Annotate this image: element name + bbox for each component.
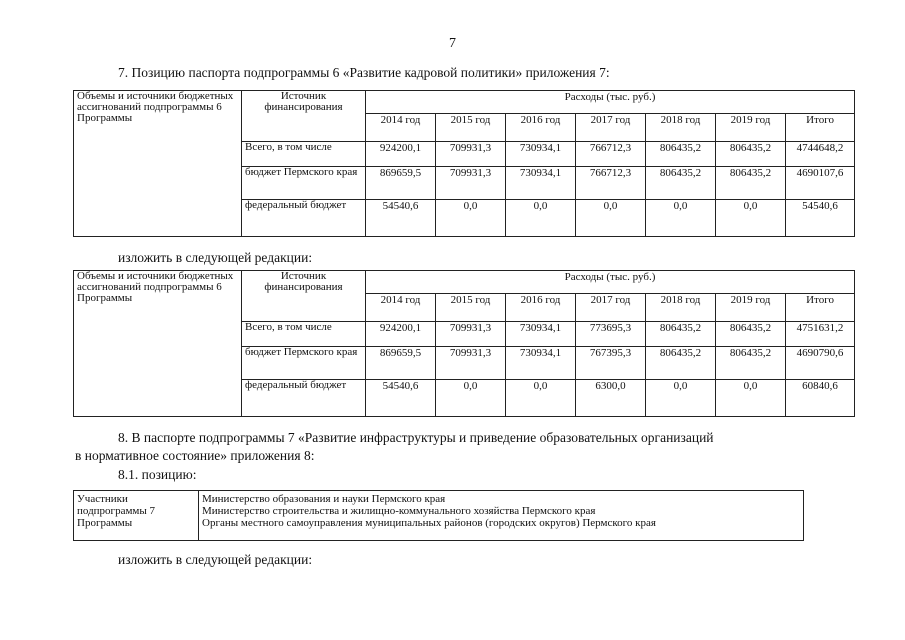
cell: 730934,1: [506, 142, 576, 167]
row-label: федеральный бюджет: [242, 200, 366, 237]
cell: 730934,1: [506, 347, 576, 380]
row-label: федеральный бюджет: [242, 380, 366, 417]
statement-text: изложить в следующей редакции:: [118, 250, 313, 265]
cell: 806435,2: [646, 167, 716, 200]
cell: 730934,1: [506, 322, 576, 347]
year-header: 2015 год: [436, 114, 506, 142]
total-header: Итого: [786, 114, 855, 142]
cell: 0,0: [716, 200, 786, 237]
cell: 4690107,6: [786, 167, 855, 200]
participants-list: [199, 491, 804, 541]
statement-text: изложить в следующей редакции:: [118, 552, 313, 567]
source-header: Источник финансирования: [242, 271, 366, 322]
cell: 869659,5: [366, 347, 436, 380]
row-label: бюджет Пермского края: [242, 167, 366, 200]
year-header: 2017 год: [576, 294, 646, 322]
year-header: 2014 год: [366, 114, 436, 142]
row-label: бюджет Пермского края: [242, 347, 366, 380]
budget-table-new: [73, 270, 855, 417]
budget-table-old: [73, 90, 855, 237]
cell: 924200,1: [366, 322, 436, 347]
list-item: Министерство образования и науки Пермского края: [202, 493, 446, 505]
cell: 806435,2: [716, 322, 786, 347]
year-header: 2016 год: [506, 294, 576, 322]
participants-label: Участники подпрограммы 7 Программы: [74, 491, 199, 541]
cell: 709931,3: [436, 142, 506, 167]
expenses-header: Расходы (тыс. руб.): [366, 271, 855, 294]
item-7-intro: 7. Позицию паспорта подпрограммы 6 «Развитие кадровой политики» приложения 7:: [118, 65, 610, 80]
cell: 709931,3: [436, 322, 506, 347]
cell: 766712,3: [576, 167, 646, 200]
cell: 0,0: [436, 200, 506, 237]
participants-table: [73, 490, 804, 541]
cell: 869659,5: [366, 167, 436, 200]
year-header: 2014 год: [366, 294, 436, 322]
cell: 0,0: [436, 380, 506, 417]
page-number: 7: [449, 36, 456, 51]
year-header: 2018 год: [646, 114, 716, 142]
cell: 767395,3: [576, 347, 646, 380]
item-8-line-2: в нормативное состояние» приложения 8:: [75, 448, 315, 463]
cell: 4751631,2: [786, 322, 855, 347]
expenses-header: Расходы (тыс. руб.): [366, 91, 855, 114]
year-header: 2016 год: [506, 114, 576, 142]
cell: 924200,1: [366, 142, 436, 167]
cell: 60840,6: [786, 380, 855, 417]
year-header: 2017 год: [576, 114, 646, 142]
cell: 806435,2: [646, 142, 716, 167]
cell: 54540,6: [366, 380, 436, 417]
item-8-1: 8.1. позицию:: [118, 467, 197, 482]
cell: 730934,1: [506, 167, 576, 200]
source-header: Источник финансирования: [242, 91, 366, 142]
cell: 0,0: [506, 380, 576, 417]
cell: 54540,6: [786, 200, 855, 237]
year-header: 2018 год: [646, 294, 716, 322]
cell: 806435,2: [646, 347, 716, 380]
cell: 4690790,6: [786, 347, 855, 380]
cell: 0,0: [646, 200, 716, 237]
cell: 806435,2: [646, 322, 716, 347]
cell: 4744648,2: [786, 142, 855, 167]
cell: 0,0: [716, 380, 786, 417]
total-header: Итого: [786, 294, 855, 322]
item-8-line-1: 8. В паспорте подпрограммы 7 «Развитие инфраструктуры и приведение образовательных организаций: [118, 430, 714, 445]
cell: 806435,2: [716, 142, 786, 167]
year-header: 2015 год: [436, 294, 506, 322]
cell: 709931,3: [436, 347, 506, 380]
table-label: Объемы и источники бюджетных ассигнований подпрограммы 6 Программы: [74, 271, 242, 417]
list-item: Министерство строительства и жилищно-коммунального хозяйства Пермского края: [202, 505, 596, 517]
cell: 0,0: [576, 200, 646, 237]
cell: 54540,6: [366, 200, 436, 237]
row-label: Всего, в том числе: [242, 142, 366, 167]
cell: 6300,0: [576, 380, 646, 417]
year-header: 2019 год: [716, 294, 786, 322]
cell: 773695,3: [576, 322, 646, 347]
cell: 0,0: [646, 380, 716, 417]
cell: 806435,2: [716, 167, 786, 200]
cell: 766712,3: [576, 142, 646, 167]
year-header: 2019 год: [716, 114, 786, 142]
cell: 709931,3: [436, 167, 506, 200]
cell: 806435,2: [716, 347, 786, 380]
row-label: Всего, в том числе: [242, 322, 366, 347]
cell: 0,0: [506, 200, 576, 237]
table-label: Объемы и источники бюджетных ассигнований подпрограммы 6 Программы: [74, 91, 242, 237]
list-item: Органы местного самоуправления муниципальных районов (городских округов) Пермского края: [202, 517, 656, 529]
